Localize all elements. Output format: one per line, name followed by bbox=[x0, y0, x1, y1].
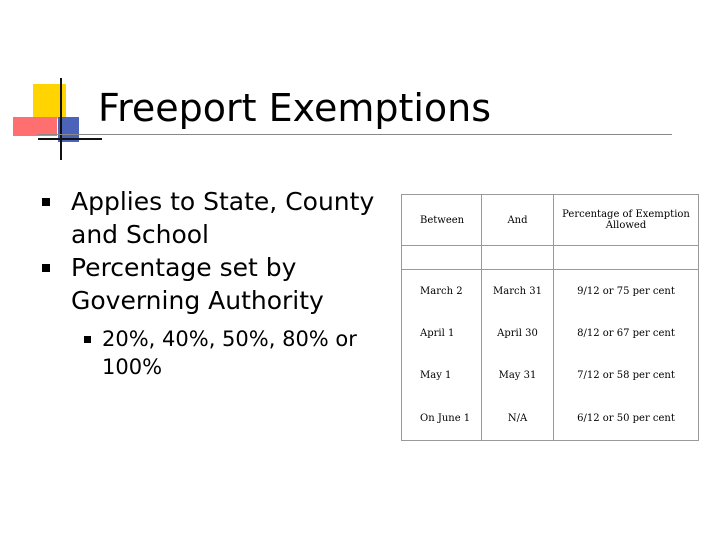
logo-horizontal-line bbox=[38, 138, 102, 140]
logo-vertical-line bbox=[60, 78, 62, 160]
bullet-list bbox=[42, 185, 382, 381]
square-bullet-icon bbox=[42, 264, 50, 272]
table-header-row bbox=[402, 195, 699, 246]
table-row bbox=[402, 270, 699, 313]
bullet-text: Percentage set by Governing Authority bbox=[71, 253, 324, 315]
exemption-schedule-table bbox=[401, 194, 699, 441]
title-divider bbox=[38, 134, 672, 135]
spacer-cell bbox=[554, 246, 699, 270]
header-percentage: Percentage of Exemption Allowed bbox=[554, 195, 699, 246]
cell-between: May 1 bbox=[402, 354, 482, 396]
cell-and: N/A bbox=[482, 396, 554, 441]
spacer-cell bbox=[402, 246, 482, 270]
cell-percentage: 8/12 or 67 per cent bbox=[554, 312, 699, 354]
table-spacer-row bbox=[402, 246, 699, 270]
cell-percentage: 6/12 or 50 per cent bbox=[554, 396, 699, 441]
table-row bbox=[402, 396, 699, 441]
cell-percentage: 9/12 or 75 per cent bbox=[554, 270, 699, 313]
cell-and: April 30 bbox=[482, 312, 554, 354]
spacer-cell bbox=[482, 246, 554, 270]
header-and: And bbox=[482, 195, 554, 246]
slide-title: Freeport Exemptions bbox=[98, 86, 492, 130]
table-row bbox=[402, 354, 699, 396]
cell-and: March 31 bbox=[482, 270, 554, 313]
bullet-item bbox=[42, 251, 382, 317]
bullet-text: Applies to State, County and School bbox=[71, 187, 375, 249]
bullet-item bbox=[42, 185, 382, 251]
table-row bbox=[402, 312, 699, 354]
cell-and: May 31 bbox=[482, 354, 554, 396]
cell-between: April 1 bbox=[402, 312, 482, 354]
header-between: Between bbox=[402, 195, 482, 246]
cell-between: March 2 bbox=[402, 270, 482, 313]
sub-bullet-item bbox=[42, 325, 382, 381]
slide-logo-decoration bbox=[0, 0, 100, 170]
bullet-text: 20%, 40%, 50%, 80% or 100% bbox=[102, 327, 357, 379]
cell-between: On June 1 bbox=[402, 396, 482, 441]
square-bullet-icon bbox=[84, 336, 91, 343]
square-bullet-icon bbox=[42, 198, 50, 206]
cell-percentage: 7/12 or 58 per cent bbox=[554, 354, 699, 396]
